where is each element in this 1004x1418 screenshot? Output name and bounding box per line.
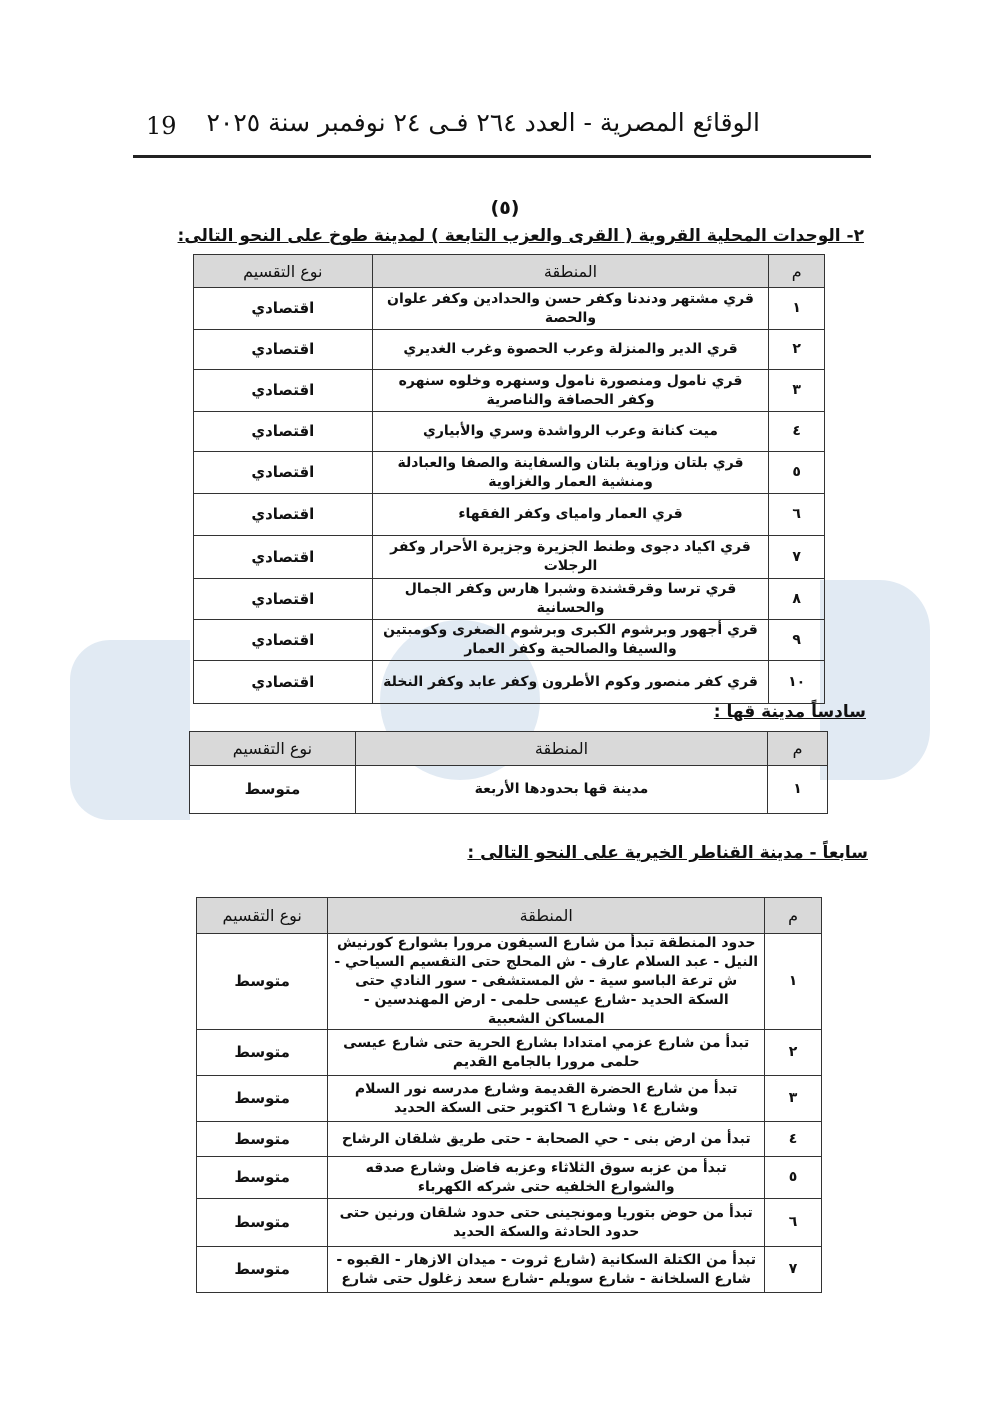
table-row (194, 288, 825, 330)
col-header-number: م (768, 732, 828, 766)
region-cell: تبدأ من عزبه سوق الثلاثاء وعزبه فاضل وشارع صدقه والشوارع الخلفيه حتى شركه الكهرباء (328, 1157, 765, 1199)
classification-cell: اقتصادي (194, 536, 373, 579)
classification-cell: متوسط (197, 1199, 328, 1247)
classification-cell: متوسط (197, 1247, 328, 1293)
classification-cell: اقتصادي (194, 579, 373, 620)
row-number: ٨ (769, 579, 825, 620)
row-number: ١٠ (769, 661, 825, 704)
classification-cell: اقتصادي (194, 494, 373, 536)
classification-cell: اقتصادي (194, 452, 373, 494)
row-number: ٦ (765, 1199, 822, 1247)
table-row (194, 494, 825, 536)
classification-cell: اقتصادي (194, 330, 373, 370)
row-number: ٥ (769, 452, 825, 494)
col-header-number: م (769, 255, 825, 288)
watermark-shape (820, 580, 930, 780)
col-header-number: م (765, 898, 822, 934)
section-marker: (٥) (490, 197, 520, 219)
col-header-region: المنطقة (355, 732, 767, 766)
region-cell: حدود المنطقة تبدأ من شارع السيفون مرورا بشوارع كورنيش النيل - عبد السلام عارف - ش المحلج حتى التقسيم السياحي - ش ترعة الباسو سية - ش المستشفى - سور النادي حتى السكة الحديد -شارع عيسى حلمى - ارض المهندسين - المساكن الشعبية (328, 934, 765, 1030)
table-row (197, 1247, 822, 1293)
table-row (194, 370, 825, 412)
table-row (197, 1030, 822, 1076)
col-header-type: نوع التقسيم (197, 898, 328, 934)
region-cell: قري مشتهر ودندنا وكفر حسن والحدادين وكفر علوان والحصة (372, 288, 769, 330)
table-row (197, 1157, 822, 1199)
classification-cell: اقتصادي (194, 620, 373, 661)
classification-cell: متوسط (190, 766, 356, 814)
table1-heading: ٢- الوحدات المحلية القروية ( القرى والعزب التابعة ) لمدينة طوخ على النحو التالى: (177, 226, 864, 246)
table-row (197, 934, 822, 1030)
row-number: ٣ (769, 370, 825, 412)
classification-cell: متوسط (197, 1157, 328, 1199)
table-row (190, 766, 828, 814)
region-cell: قري ترسا وقرقشندة وشبرا هارس وكفر الجمال والحسانية (372, 579, 769, 620)
region-cell: تبدأ من الكتلة السكانية (شارع ثروت - ميدان الازهار - القبوه - شارع السلخانة - شارع سويلم -شارع سعد زغلول حتى شارع (328, 1247, 765, 1293)
col-header-region: المنطقة (372, 255, 769, 288)
region-cell: قري كفر منصور وكوم الأطرون وكفر عابد وكفر النخلة (372, 661, 769, 704)
row-number: ٥ (765, 1157, 822, 1199)
classification-cell: اقتصادي (194, 661, 373, 704)
table-qaha (189, 731, 828, 814)
classification-cell: متوسط (197, 1076, 328, 1122)
row-number: ٣ (765, 1076, 822, 1122)
region-cell: قري اكياد دجوى وطنط الجزيرة وجزيرة الأحرار وكفر الرجلات (372, 536, 769, 579)
region-cell: ميت كنانة وعرب الرواشدة وسري والأبياري (372, 412, 769, 452)
row-number: ٤ (769, 412, 825, 452)
col-header-type: نوع التقسيم (194, 255, 373, 288)
table-row (194, 620, 825, 661)
row-number: ٧ (769, 536, 825, 579)
classification-cell: متوسط (197, 1122, 328, 1157)
row-number: ٢ (769, 330, 825, 370)
table-qanater (196, 897, 822, 1293)
region-cell: قري الدير والمنزلة وعرب الحصوة وغرب الغديري (372, 330, 769, 370)
table-row (194, 452, 825, 494)
table-row (194, 536, 825, 579)
region-cell: تبدأ من ارض بنى - حي الصحابة - حتى طريق شلقان الرشاح (328, 1122, 765, 1157)
classification-cell: متوسط (197, 1030, 328, 1076)
table-row (194, 412, 825, 452)
table-row (197, 1122, 822, 1157)
region-cell: قري العمار واميای وكفر الفقهاء (372, 494, 769, 536)
region-cell: قري أجهور وبرشوم الكبرى وبرشوم الصغرى وكومبتين والسيفا والصالحية وكفر العمار (372, 620, 769, 661)
table-tukh-villages (193, 254, 825, 704)
table-header-row (190, 732, 828, 766)
col-header-type: نوع التقسيم (190, 732, 356, 766)
table-header-row (197, 898, 822, 934)
row-number: ٢ (765, 1030, 822, 1076)
classification-cell: اقتصادي (194, 288, 373, 330)
region-cell: قري نامول ومنصورة نامول وسنهره وخلوه سنهره وكفر الحصافة والناصرية (372, 370, 769, 412)
gazette-header-title: الوقائع المصرية - العدد ٢٦٤ فـى ٢٤ نوفمبر سنة ٢٠٢٥ (206, 108, 760, 137)
table3-heading: سابعاً - مدينة القناطر الخيرية على النحو التالى : (467, 843, 868, 863)
row-number: ٩ (769, 620, 825, 661)
watermark-shape (70, 640, 190, 820)
table-row (194, 579, 825, 620)
page-number: 19 (146, 112, 177, 140)
row-number: ٦ (769, 494, 825, 536)
row-number: ٤ (765, 1122, 822, 1157)
table-row (197, 1076, 822, 1122)
col-header-region: المنطقة (328, 898, 765, 934)
classification-cell: اقتصادي (194, 412, 373, 452)
table-row (194, 661, 825, 704)
table-row (194, 330, 825, 370)
row-number: ١ (768, 766, 828, 814)
region-cell: مدينة قها بحدودها الأربعة (355, 766, 767, 814)
header-divider (133, 155, 871, 158)
region-cell: تبدأ من شارع عزمي امتدادا بشارع الحرية حتى شارع عيسى حلمى مرورا بالجامع القديم (328, 1030, 765, 1076)
region-cell: تبدأ من شارع الحضرة القديمة وشارع مدرسه نور السلام وشارع ١٤ وشارع ٦ اكتوبر حتى السكة الحديد (328, 1076, 765, 1122)
classification-cell: اقتصادي (194, 370, 373, 412)
table-header-row (194, 255, 825, 288)
region-cell: تبدأ من حوض بتوريا ومونجينى حتى حدود شلقان ورنين حتى حدود الحادثة والسكة الحديد (328, 1199, 765, 1247)
table-row (197, 1199, 822, 1247)
region-cell: قري بلتان وزاوية بلتان والسفاينة والصفا والعبادلة ومنشية العمار والغزاوية (372, 452, 769, 494)
table2-heading: سادساً مدينة قها : (713, 702, 866, 722)
row-number: ٧ (765, 1247, 822, 1293)
row-number: ١ (765, 934, 822, 1030)
row-number: ١ (769, 288, 825, 330)
classification-cell: متوسط (197, 934, 328, 1030)
